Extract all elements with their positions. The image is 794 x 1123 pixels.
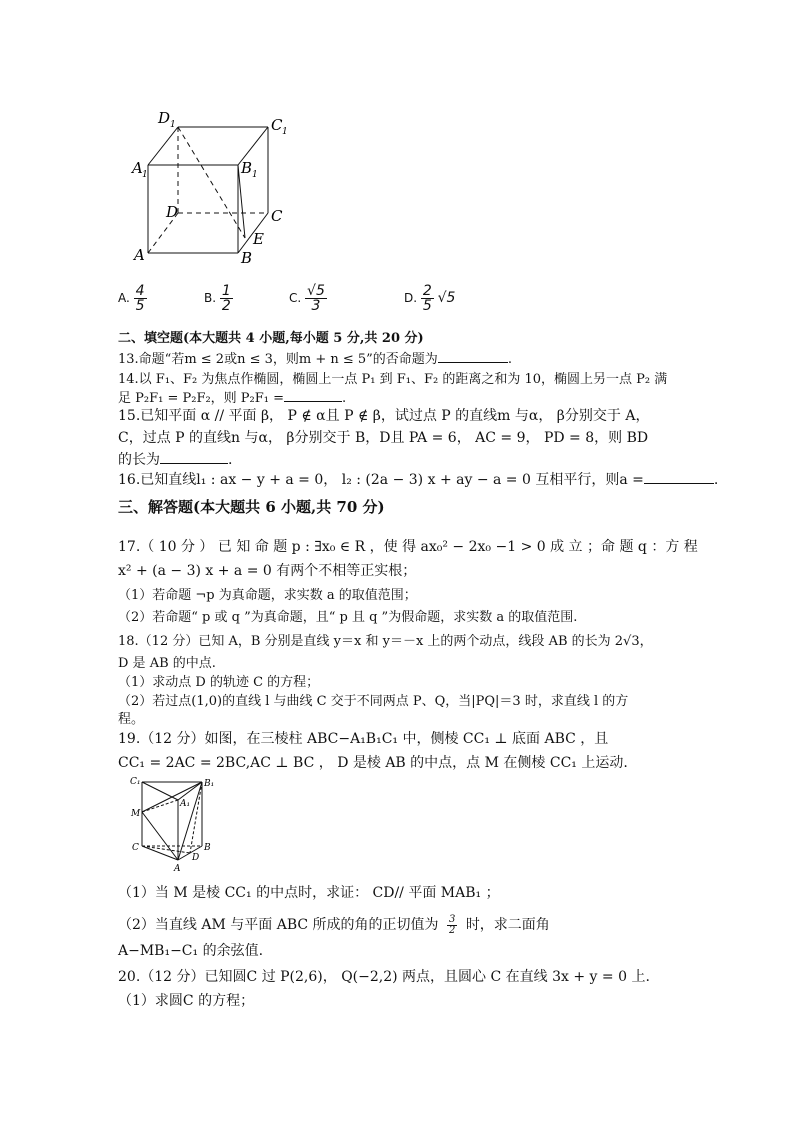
prism-figure — [128, 774, 218, 874]
label-C: C — [271, 207, 283, 225]
label-C: C — [132, 843, 139, 853]
label-C1: C — [271, 116, 283, 134]
cube-figure — [128, 105, 298, 270]
question-18-line2: D 是 AB 的中点. — [118, 656, 216, 671]
label-A: A — [174, 864, 181, 874]
svg-text:1: 1 — [142, 170, 148, 180]
question-20-part1: （1）求圆C 的方程； — [118, 993, 255, 1009]
question-14-line1: 14.以 F₁、F₂ 为焦点作椭圆，椭圆上一点 P₁ 到 F₁、F₂ 的距离之和为 10，椭圆上另一点 P₂ 满 — [118, 372, 668, 387]
question-17-part2: （2）若命题“ p 或 q ”为真命题，且“ p 且 q ”为假命题，求实数 a 的取值范围. — [118, 610, 578, 625]
label-C1: C₁ — [130, 777, 141, 787]
label-B1: B — [241, 159, 253, 177]
question-17-line1: 17.（ 10 分 ） 已 知 命 题 p : ∃x₀ ∈ R ，使 得 ax₀² − 2x₀ −1 > 0 成 立 ；命 题 q ：方 程 — [118, 539, 698, 555]
question-18-part2-cont: 程。 — [118, 712, 145, 727]
option-b: B. $\frac{1}{2}$ — [204, 283, 231, 314]
label-B: B — [204, 843, 211, 853]
section3-title: 三、解答题(本大题共 6 小题,共 70 分) — [118, 498, 385, 516]
question-19-part2-cont: A−MB₁−C₁ 的余弦值. — [118, 943, 264, 959]
answer-blank-13 — [438, 350, 508, 363]
section2-title: 二、填空题(本大题共 4 小题,每小题 5 分,共 20 分) — [118, 331, 424, 346]
question-16: 16.已知直线l₁ : ax − y + a = 0， l₂ : (2a − 3) x + ay − a = 0 互相平行，则a = . — [118, 472, 719, 488]
label-A1: A — [132, 159, 143, 177]
answer-blank-16 — [644, 471, 714, 484]
label-E: E — [253, 230, 264, 248]
question-14-line2: 足 P₂F₁ = P₂F₂，则 P₂F₁ = . — [118, 391, 347, 406]
question-20-line1: 20.（12 分）已知圆C 过 P(2,6)， Q(−2,2) 两点，且圆心 C 在直线 3x + y = 0 上. — [118, 969, 650, 985]
label-D: D — [166, 203, 179, 221]
option-c: C. $\frac{√5}{3}$ — [289, 283, 325, 314]
option-a: A. $\frac{4}{5}$ — [118, 283, 145, 314]
svg-text:1: 1 — [282, 127, 288, 137]
label-D: D — [192, 853, 200, 863]
question-19-part1: （1）当 M 是棱 CC₁ 的中点时，求证： CD// 平面 MAB₁ ； — [118, 885, 500, 901]
question-15-line2: C，过点 P 的直线n 与α， β分别交于 B，D且 PA = 6， AC = 9， PD = 8，则 BD — [118, 430, 649, 446]
question-17-part1: （1）若命题 ¬p 为真命题，求实数 a 的取值范围； — [118, 588, 417, 603]
label-A1: A₁ — [180, 799, 191, 809]
question-18-part1: （1）求动点 D 的轨迹 C 的方程； — [118, 675, 320, 690]
answer-blank-15 — [160, 451, 228, 464]
question-17-line2: x² + (a − 3) x + a = 0 有两个不相等正实根； — [118, 563, 417, 579]
question-15-line1: 15.已知平面 α // 平面 β， P ∉ α且 P ∉ β，试过点 P 的直线m 与α， β分别交于 A， — [118, 408, 650, 424]
label-D1: D — [158, 109, 171, 127]
svg-text:1: 1 — [252, 170, 258, 180]
svg-text:1: 1 — [170, 120, 176, 130]
label-B: B — [241, 249, 253, 267]
answer-blank-14 — [284, 389, 342, 402]
question-15-line3: 的长为 . — [118, 452, 233, 468]
question-18-line1: 18.（12 分）已知 A，B 分别是直线 y＝x 和 y＝－x 上的两个动点，线段 AB 的长为 2√3， — [118, 634, 653, 649]
question-19-line1: 19.（12 分）如图，在三棱柱 ABC−A₁B₁C₁ 中，侧棱 CC₁ ⊥ 底面 ABC ，且 — [118, 731, 609, 747]
label-A: A — [134, 246, 145, 264]
question-19-line2: CC₁ = 2AC = 2BC,AC ⊥ BC ， D 是棱 AB 的中点，点 M 在侧棱 CC₁ 上运动. — [118, 755, 628, 771]
question-18-part2: （2）若过点(1,0)的直线 l 与曲线 C 交于不同两点 P、Q，当|PQ|＝3 时，求直线 l 的方 — [118, 694, 629, 709]
label-M: M — [131, 809, 141, 819]
question-13: 13.命题“若m ≤ 2或n ≤ 3，则m + n ≤ 5”的否命题为 . — [118, 352, 512, 367]
question-19-part2: （2）当直线 AM 与平面 ABC 所成的角的正切值为 $\frac{3}{2}$ 时，求二面角 — [118, 913, 550, 936]
option-d: D. $\frac{2}{5}$ √5 — [404, 283, 456, 314]
label-B1: B₁ — [204, 779, 215, 789]
